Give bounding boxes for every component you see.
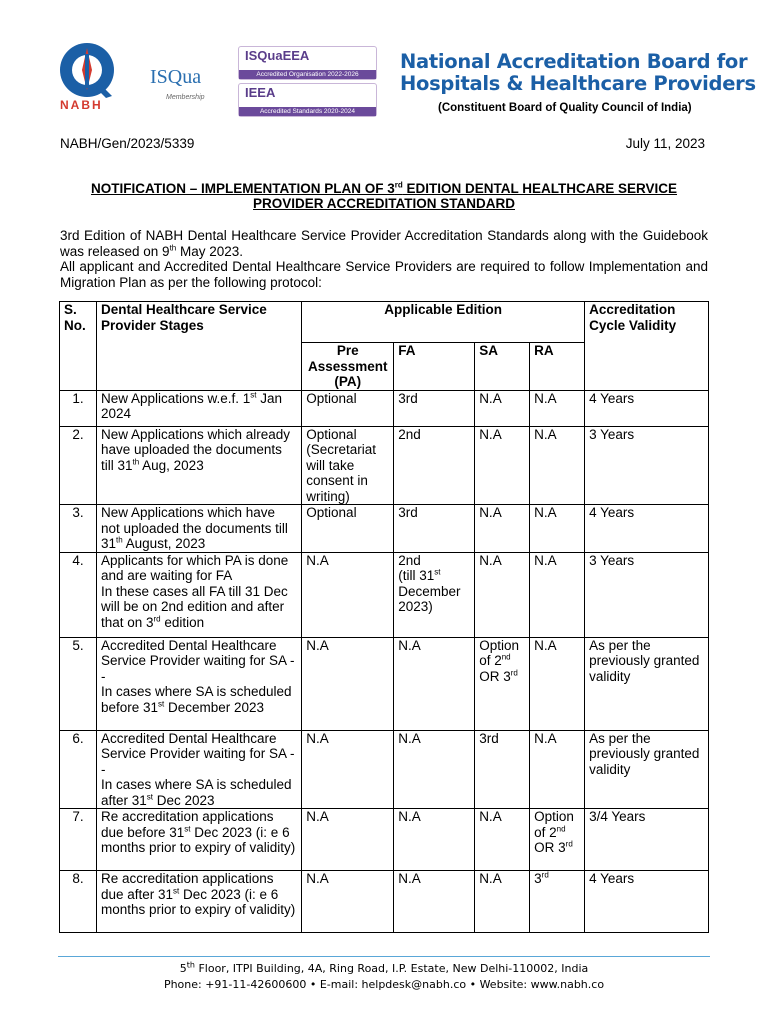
row-fa: 2nd — [394, 426, 475, 505]
row-fa: N.A — [394, 809, 475, 871]
row-sa: N.A — [475, 552, 530, 637]
header-applicable-edition: Applicable Edition — [302, 302, 585, 343]
notification-title: NOTIFICATION – IMPLEMENTATION PLAN OF 3rd EDITION DENTAL HEALTHCARE SERVICE PROVIDER ACCREDITATION STANDARD — [90, 180, 678, 211]
row-stage: New Applications which already have uploaded the documents till 31th Aug, 2023 — [96, 426, 301, 505]
row-number: 2. — [60, 426, 97, 505]
isqua-membership: Membership — [166, 94, 205, 101]
row-validity: 3 Years — [585, 426, 709, 505]
row-validity: 4 Years — [585, 390, 709, 426]
header-validity: Accreditation Cycle Validity — [585, 302, 709, 391]
table-row — [60, 505, 709, 553]
row-stage: New Applications w.e.f. 1st Jan 2024 — [96, 390, 301, 426]
row-ra: N.A — [530, 730, 585, 809]
row-pa: N.A — [302, 637, 394, 730]
intro-paragraph-1: 3rd Edition of NABH Dental Healthcare Service Provider Accreditation Standards along with the Guidebook was released on 9th May 2023. — [60, 228, 708, 259]
table-row — [60, 390, 709, 426]
row-pa: Optional — [302, 505, 394, 553]
table-row — [60, 730, 709, 809]
row-pa: Optional (Secretariat will take consent in writing) — [302, 426, 394, 505]
row-stage: New Applications which have not uploaded the documents till 31th August, 2023 — [96, 505, 301, 553]
row-stage: Accredited Dental Healthcare Service Provider waiting for SA -- In cases where SA is scheduled before 31st December 2023 — [96, 637, 301, 730]
row-fa: 3rd — [394, 505, 475, 553]
row-validity: As per the previously granted validity — [585, 637, 709, 730]
isqua-text: ISQua — [150, 66, 202, 88]
table-row — [60, 426, 709, 505]
row-fa: 2nd (till 31st December 2023) — [394, 552, 475, 637]
table-body — [60, 390, 709, 933]
row-validity: As per the previously granted validity — [585, 730, 709, 809]
row-fa: N.A — [394, 637, 475, 730]
row-stage: Re accreditation applications due after 31st Dec 2023 (i: e 6 months prior to expiry of validity) — [96, 871, 301, 933]
row-number: 6. — [60, 730, 97, 809]
row-number: 8. — [60, 871, 97, 933]
header-stage: Dental Healthcare Service Provider Stages — [96, 302, 301, 391]
ieea-badge — [238, 83, 377, 117]
table-row — [60, 871, 709, 933]
badge-title: IEEA — [245, 85, 276, 100]
row-validity: 4 Years — [585, 505, 709, 553]
row-ra: Option of 2nd OR 3rd — [530, 809, 585, 871]
row-ra: N.A — [530, 426, 585, 505]
table-row — [60, 552, 709, 637]
reference-line — [60, 136, 705, 151]
row-pa: N.A — [302, 730, 394, 809]
org-name-line2: Hospitals & Healthcare Providers — [400, 72, 756, 95]
org-name-line1: National Accreditation Board for — [400, 50, 748, 73]
organization-name — [400, 51, 756, 95]
row-sa: N.A — [475, 871, 530, 933]
implementation-table — [59, 301, 709, 933]
org-subtitle: (Constituent Board of Quality Council of India) — [438, 102, 692, 114]
row-pa: Optional — [302, 390, 394, 426]
row-sa: N.A — [475, 426, 530, 505]
footer-contact: Phone: +91-11-42600600 • E-mail: helpdesk@nabh.co • Website: www.nabh.co — [163, 978, 605, 991]
row-ra: N.A — [530, 390, 585, 426]
table-row — [60, 637, 709, 730]
header-fa: FA — [394, 343, 475, 391]
row-stage: Applicants for which PA is done and are waiting for FA In these cases all FA till 31 Dec will be on 2nd edition and after that on 3rd edition — [96, 552, 301, 637]
row-number: 1. — [60, 390, 97, 426]
row-pa: N.A — [302, 552, 394, 637]
nabh-logo — [54, 40, 124, 116]
isqua-logo — [150, 66, 220, 106]
row-number: 3. — [60, 505, 97, 553]
row-ra: N.A — [530, 505, 585, 553]
row-sa: 3rd — [475, 730, 530, 809]
badge-title: ISQuaEEA — [245, 48, 310, 63]
header-sno: S. No. — [60, 302, 97, 391]
reference-number: NABH/Gen/2023/5339 — [60, 136, 195, 151]
table-row — [60, 809, 709, 871]
row-sa: N.A — [475, 809, 530, 871]
row-pa: N.A — [302, 809, 394, 871]
header-sa: SA — [475, 343, 530, 391]
row-fa: N.A — [394, 871, 475, 933]
row-sa: N.A — [475, 505, 530, 553]
header-pa: Pre Assessment (PA) — [302, 343, 394, 391]
intro-text — [60, 228, 708, 290]
row-number: 5. — [60, 637, 97, 730]
header-ra: RA — [530, 343, 585, 391]
row-ra: N.A — [530, 637, 585, 730]
row-sa: N.A — [475, 390, 530, 426]
badge-subtitle: Accredited Organisation 2022-2026 — [239, 70, 376, 79]
row-number: 7. — [60, 809, 97, 871]
nabh-logo-text: NABH — [60, 98, 103, 112]
footer-rule — [58, 956, 710, 957]
row-stage: Re accreditation applications due before 31st Dec 2023 (i: e 6 months prior to expiry of validity) — [96, 809, 301, 871]
row-number: 4. — [60, 552, 97, 637]
intro-paragraph-2: All applicant and Accredited Dental Healthcare Service Providers are required to follow Implementation and Migration Plan as per the following protocol: — [60, 259, 708, 290]
row-pa: N.A — [302, 871, 394, 933]
letter-date: July 11, 2023 — [625, 136, 705, 151]
row-validity: 3 Years — [585, 552, 709, 637]
row-stage: Accredited Dental Healthcare Service Provider waiting for SA -- In cases where SA is scheduled after 31st Dec 2023 — [96, 730, 301, 809]
row-validity: 3/4 Years — [585, 809, 709, 871]
row-ra: N.A — [530, 552, 585, 637]
row-fa: N.A — [394, 730, 475, 809]
isquaeea-badge — [238, 46, 377, 80]
row-sa: Option of 2nd OR 3rd — [475, 637, 530, 730]
footer-address: 5th Floor, ITPI Building, 4A, Ring Road, I.P. Estate, New Delhi-110002, India — [179, 960, 589, 975]
badge-subtitle: Accredited Standards 2020-2024 — [239, 107, 376, 116]
row-validity: 4 Years — [585, 871, 709, 933]
row-fa: 3rd — [394, 390, 475, 426]
row-ra: 3rd — [530, 871, 585, 933]
